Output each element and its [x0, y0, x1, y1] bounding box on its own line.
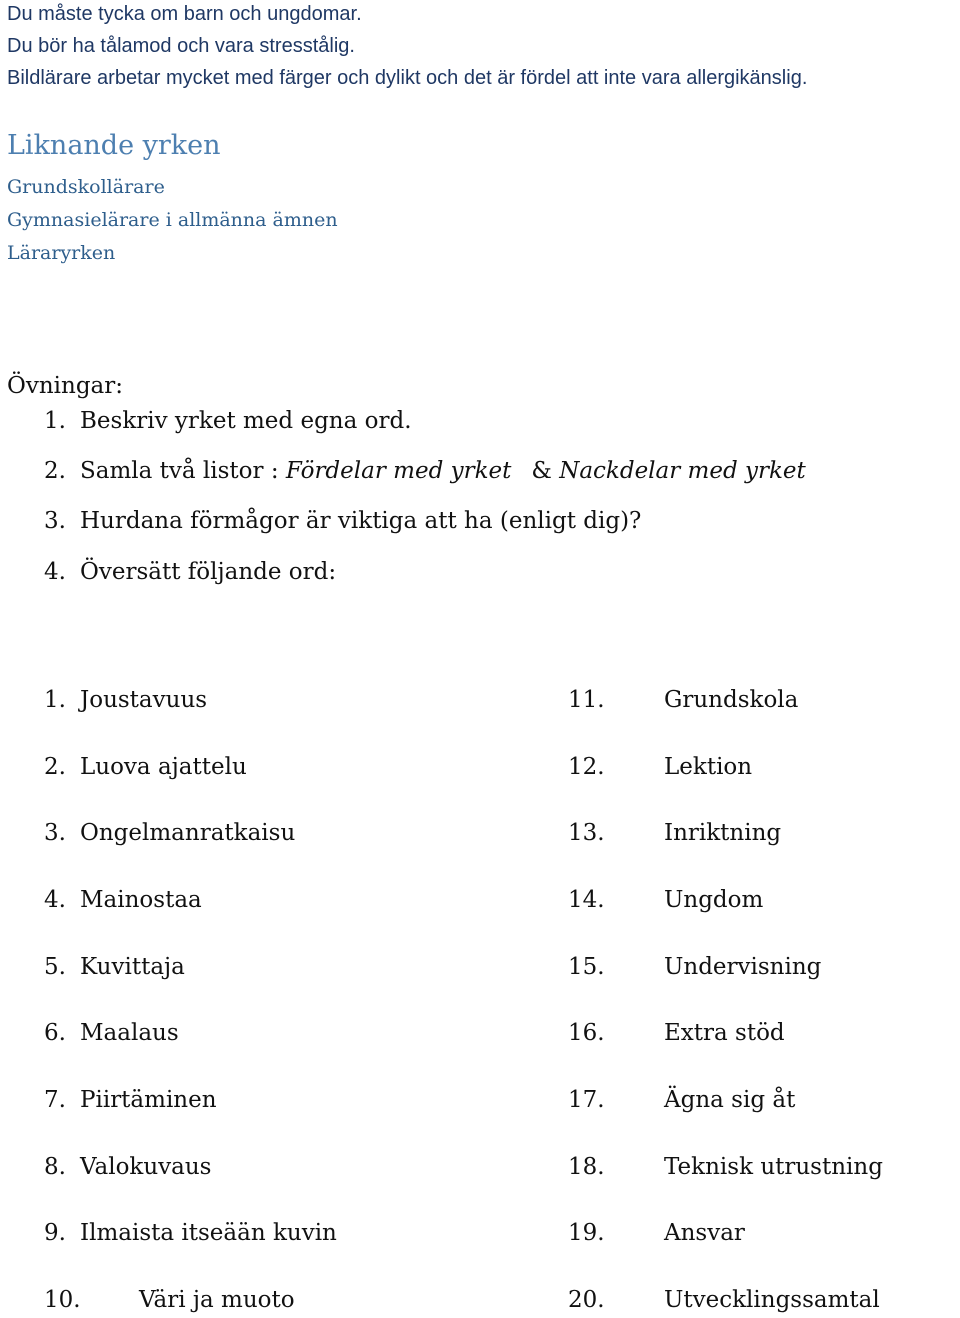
- word-number: 17.: [568, 1087, 605, 1113]
- word-text: Luova ajattelu: [80, 754, 247, 780]
- exercise-ampersand: &: [531, 458, 560, 484]
- word-text: Ägna sig åt: [664, 1087, 796, 1113]
- word-number: 18.: [568, 1154, 605, 1180]
- similar-link-lararyrken[interactable]: Läraryrken: [7, 242, 116, 264]
- word-number: 12.: [568, 754, 605, 780]
- word-text: Kuvittaja: [80, 954, 185, 980]
- word-text: Ongelmanratkaisu: [80, 820, 296, 846]
- word-number: 20.: [568, 1287, 605, 1313]
- exercise-italic-advantages: Fördelar med yrket: [285, 458, 512, 484]
- word-text: Extra stöd: [664, 1020, 785, 1046]
- word-number: 14.: [568, 887, 605, 913]
- word-number: 11.: [568, 687, 605, 713]
- word-number: 19.: [568, 1220, 605, 1246]
- exercise-text: Översätt följande ord:: [80, 559, 337, 585]
- exercise-item-1: [44, 405, 412, 437]
- word-number: 1.: [44, 687, 66, 713]
- word-number: 13.: [568, 820, 605, 846]
- word-number: 9.: [44, 1220, 66, 1246]
- word-text: Mainostaa: [80, 887, 202, 913]
- exercise-text: Samla två listor :: [80, 458, 286, 484]
- word-text: Teknisk utrustning: [664, 1154, 883, 1180]
- intro-line-1: Du måste tycka om barn och ungdomar.: [7, 3, 362, 25]
- exercise-number: 4.: [44, 559, 66, 585]
- word-text: Undervisning: [664, 954, 822, 980]
- word-number: 4.: [44, 887, 66, 913]
- word-text: Utvecklingssamtal: [664, 1287, 880, 1313]
- word-number: 10.: [44, 1287, 81, 1313]
- exercise-text: Hurdana förmågor är viktiga att ha (enligt dig)?: [80, 508, 642, 534]
- word-text: Ungdom: [664, 887, 764, 913]
- exercise-number: 2.: [44, 458, 66, 484]
- word-text: Grundskola: [664, 687, 799, 713]
- similar-link-gymnasielarare[interactable]: Gymnasielärare i allmänna ämnen: [7, 209, 338, 231]
- exercise-item-3: [44, 505, 641, 537]
- word-text: Ilmaista itseään kuvin: [80, 1220, 337, 1246]
- intro-line-3: Bildlärare arbetar mycket med färger och dylikt och det är fördel att inte vara allergikänslig.: [7, 67, 808, 89]
- word-number: 6.: [44, 1020, 66, 1046]
- word-number: 16.: [568, 1020, 605, 1046]
- similar-link-grundskollarare[interactable]: Grundskollärare: [7, 176, 165, 198]
- similar-professions-heading: Liknande yrken: [7, 130, 221, 161]
- word-number: 15.: [568, 954, 605, 980]
- intro-line-2: Du bör ha tålamod och vara stresstålig.: [7, 35, 355, 57]
- word-number: 8.: [44, 1154, 66, 1180]
- exercise-number: 1.: [44, 408, 66, 434]
- exercise-item-2: [44, 455, 806, 487]
- word-text: Joustavuus: [80, 687, 208, 713]
- exercise-italic-disadvantages: Nackdelar med yrket: [559, 458, 806, 484]
- word-text: Inriktning: [664, 820, 782, 846]
- exercise-text: Beskriv yrket med egna ord.: [80, 408, 412, 434]
- word-text: Valokuvaus: [80, 1154, 212, 1180]
- word-text: Väri ja muoto: [139, 1287, 295, 1313]
- word-number: 5.: [44, 954, 66, 980]
- exercises-heading: Övningar:: [7, 373, 124, 399]
- word-number: 7.: [44, 1087, 66, 1113]
- word-text: Piirtäminen: [80, 1087, 217, 1113]
- word-number: 3.: [44, 820, 66, 846]
- word-text: Ansvar: [664, 1220, 745, 1246]
- word-text: Lektion: [664, 754, 753, 780]
- word-number: 2.: [44, 754, 66, 780]
- exercise-item-4: [44, 556, 336, 588]
- word-text: Maalaus: [80, 1020, 179, 1046]
- exercise-number: 3.: [44, 508, 66, 534]
